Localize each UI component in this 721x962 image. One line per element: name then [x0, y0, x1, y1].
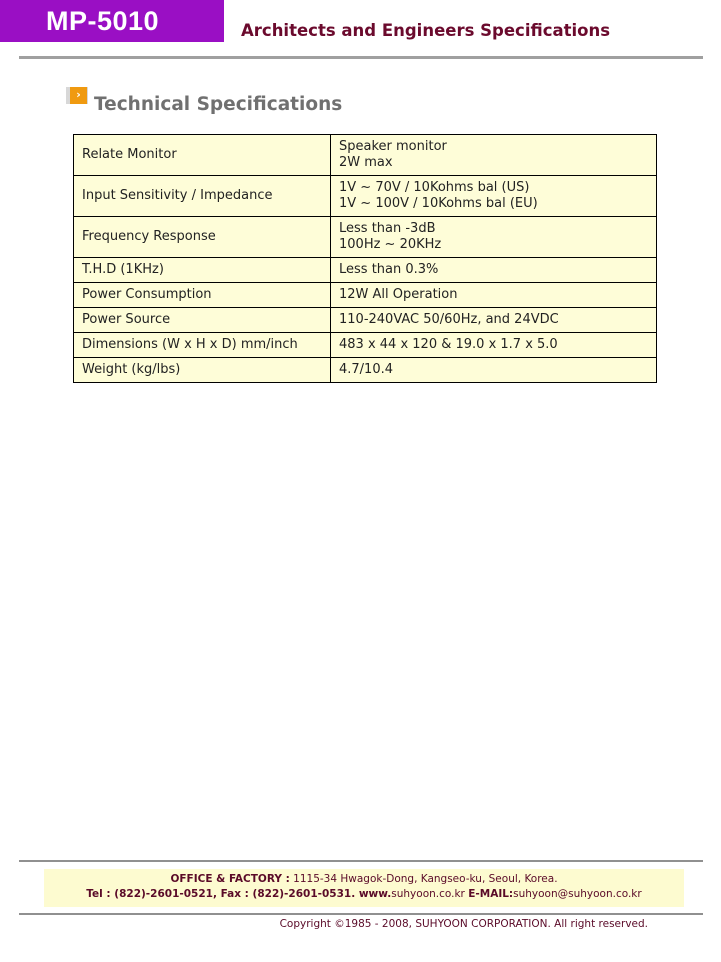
footer-divider-bottom — [19, 913, 703, 915]
spec-value-line: 100Hz ~ 20KHz — [339, 237, 442, 252]
spec-value-line: 1V ~ 70V / 10Kohms bal (US) — [339, 180, 530, 195]
header-title: Architects and Engineers Specifications — [241, 21, 611, 40]
spec-label: Frequency Response — [74, 217, 331, 258]
office-label: OFFICE & FACTORY : — [170, 873, 290, 885]
copyright-text: Copyright ©1985 - 2008, SUHYOON CORPORATION. All right reserved. — [279, 918, 648, 930]
website-link[interactable]: suhyoon.co.kr — [391, 888, 465, 900]
office-address: 1115-34 Hwagok-Dong, Kangseo-ku, Seoul, Korea. — [293, 873, 558, 885]
spec-label: Weight (kg/lbs) — [74, 358, 331, 383]
spec-value: 12W All Operation — [331, 283, 657, 308]
tel-fax-label: Tel : (822)-2601-0521, Fax : (822)-2601-0531. www. — [86, 888, 392, 900]
spec-label: Power Source — [74, 308, 331, 333]
table-row — [74, 258, 657, 283]
spec-value: Less than 0.3% — [331, 258, 657, 283]
footer-contact — [44, 869, 684, 907]
table-row — [74, 308, 657, 333]
email-link[interactable]: suhyoon@suhyoon.co.kr — [513, 888, 642, 900]
section-title: Technical Specifications — [94, 94, 343, 115]
table-row — [74, 333, 657, 358]
spec-value: 4.7/10.4 — [331, 358, 657, 383]
specifications-table — [73, 134, 657, 383]
spec-value-line: 2W max — [339, 155, 393, 170]
table-row — [74, 283, 657, 308]
email-label: E-MAIL: — [468, 888, 514, 900]
spec-value — [331, 176, 657, 217]
spec-value-line: Less than -3dB — [339, 221, 436, 236]
spec-value: 110-240VAC 50/60Hz, and 24VDC — [331, 308, 657, 333]
spec-label: T.H.D (1KHz) — [74, 258, 331, 283]
header-divider — [19, 56, 703, 59]
spec-value — [331, 135, 657, 176]
footer-contact-line — [44, 887, 684, 902]
table-row — [74, 217, 657, 258]
spec-value: 483 x 44 x 120 & 19.0 x 1.7 x 5.0 — [331, 333, 657, 358]
spec-value — [331, 217, 657, 258]
table-row — [74, 358, 657, 383]
spec-value-line: Speaker monitor — [339, 139, 447, 154]
table-row — [74, 176, 657, 217]
spec-label: Dimensions (W x H x D) mm/inch — [74, 333, 331, 358]
spec-label: Power Consumption — [74, 283, 331, 308]
footer-address-line — [44, 872, 684, 887]
spec-label: Relate Monitor — [74, 135, 331, 176]
model-badge: MP-5010 — [0, 0, 224, 42]
spec-label: Input Sensitivity / Impedance — [74, 176, 331, 217]
footer-divider-top — [19, 860, 703, 862]
table-row — [74, 135, 657, 176]
spec-value-line: 1V ~ 100V / 10Kohms bal (EU) — [339, 196, 538, 211]
arrow-right-icon: › — [66, 87, 88, 104]
